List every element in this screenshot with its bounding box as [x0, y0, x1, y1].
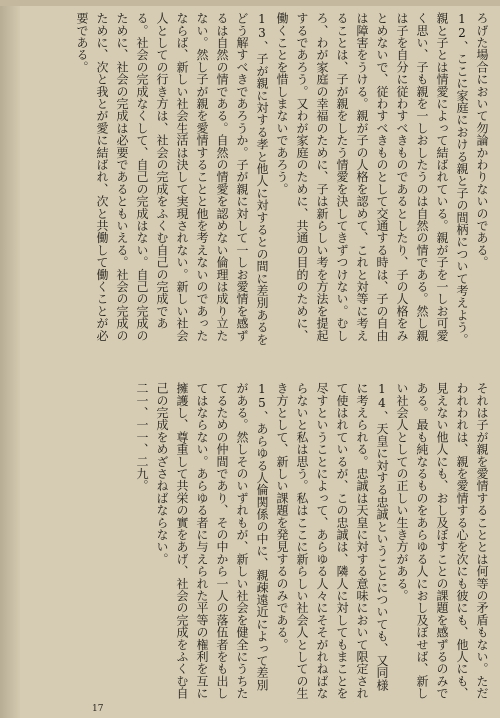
- paragraph-15: 15、あらゆる人倫関係の中に、親疎遠近によって差別がある。然しそのいずれもが、新しい社会を健全にうちたてるための仲間であり、その中から一人の落伍者をも出してはならない。あらゆる者に与えられた平等の権利を互に擁護し、尊重して共栄の實をあげ、社会の完成をふくむ自己の完成をめざさねばならない。: [155, 382, 269, 700]
- paragraph-14: 14、天皇に対する忠誠ということについても、又同様に考えられる。忠誠は天皇に対する意味において限定されて使はれているが、この忠誠は、隣人に対してもまことを尽すということによって、あらゆる人々にそそがれねばならないと私は思う。私はここに新らしい社会人としての生き方として、新しい課題を発見するのみである。: [275, 382, 389, 700]
- paragraph-13: 13、子が親に対する孝と他人に対するとの間に差別あるをどう解すべきであろうか。子が親に対して一しお愛情を感ずるは自然の情である。自然の情愛を認めない倫理は成り立たない。然し子が親を愛情することと他を考えないのであったならば、新しい社会生活は決して実現されない。新しい社会人としての行き方は、社会の完成をふくむ自己の完成である。社会の完成なくして、自己の完成はない。自己の完成のために、社会の完成は必要であるともいえる。社会の完成のために、次と我とが愛に結ばれ、次と共働して働くことが必要である。: [75, 12, 269, 346]
- continuation-line: ろげた場合において勿論かわりないのである。: [475, 12, 489, 269]
- date-line: 二一、一一、二九。: [135, 382, 149, 492]
- top-edge: [0, 0, 500, 6]
- page-number: 17: [92, 704, 104, 714]
- paragraph-12: 12、ここに家庭における親と子の間柄について考えよう。親と子とは情愛によって結ばれている。親が子を一しお可愛く思い、子も親を一しおしたうのは自然の情である。然し親は子を自分に従わすべきものであるとしたり、子の人格をみとめないで、従わすべきものとして交通する時は、子の自由は障害をうける。親が子の人格を認めて、これと対等に考えることは、子が親をしたう情愛を決してきずつけない。むしろ、わが家庭の幸福のために、子は新らしい考を方法を提起するであろう。又わが家庭のために、共通の目的のために、働くことを惜しまないであろう。: [275, 12, 469, 346]
- upper-text-block: [12, 12, 492, 352]
- paragraph-13-continued: それは子が親を愛情することとは何等の矛盾もない。ただわれわれは、親を愛情する心を次にも彼にも、他人にも、見えない他人にも、おし及ぼすことの課題を感ずるのみである。最も純なるものをあらゆる人におし及ぼせば、新しい社会人としての正しい生き方がある。: [395, 382, 489, 700]
- lower-text-block: [12, 382, 492, 700]
